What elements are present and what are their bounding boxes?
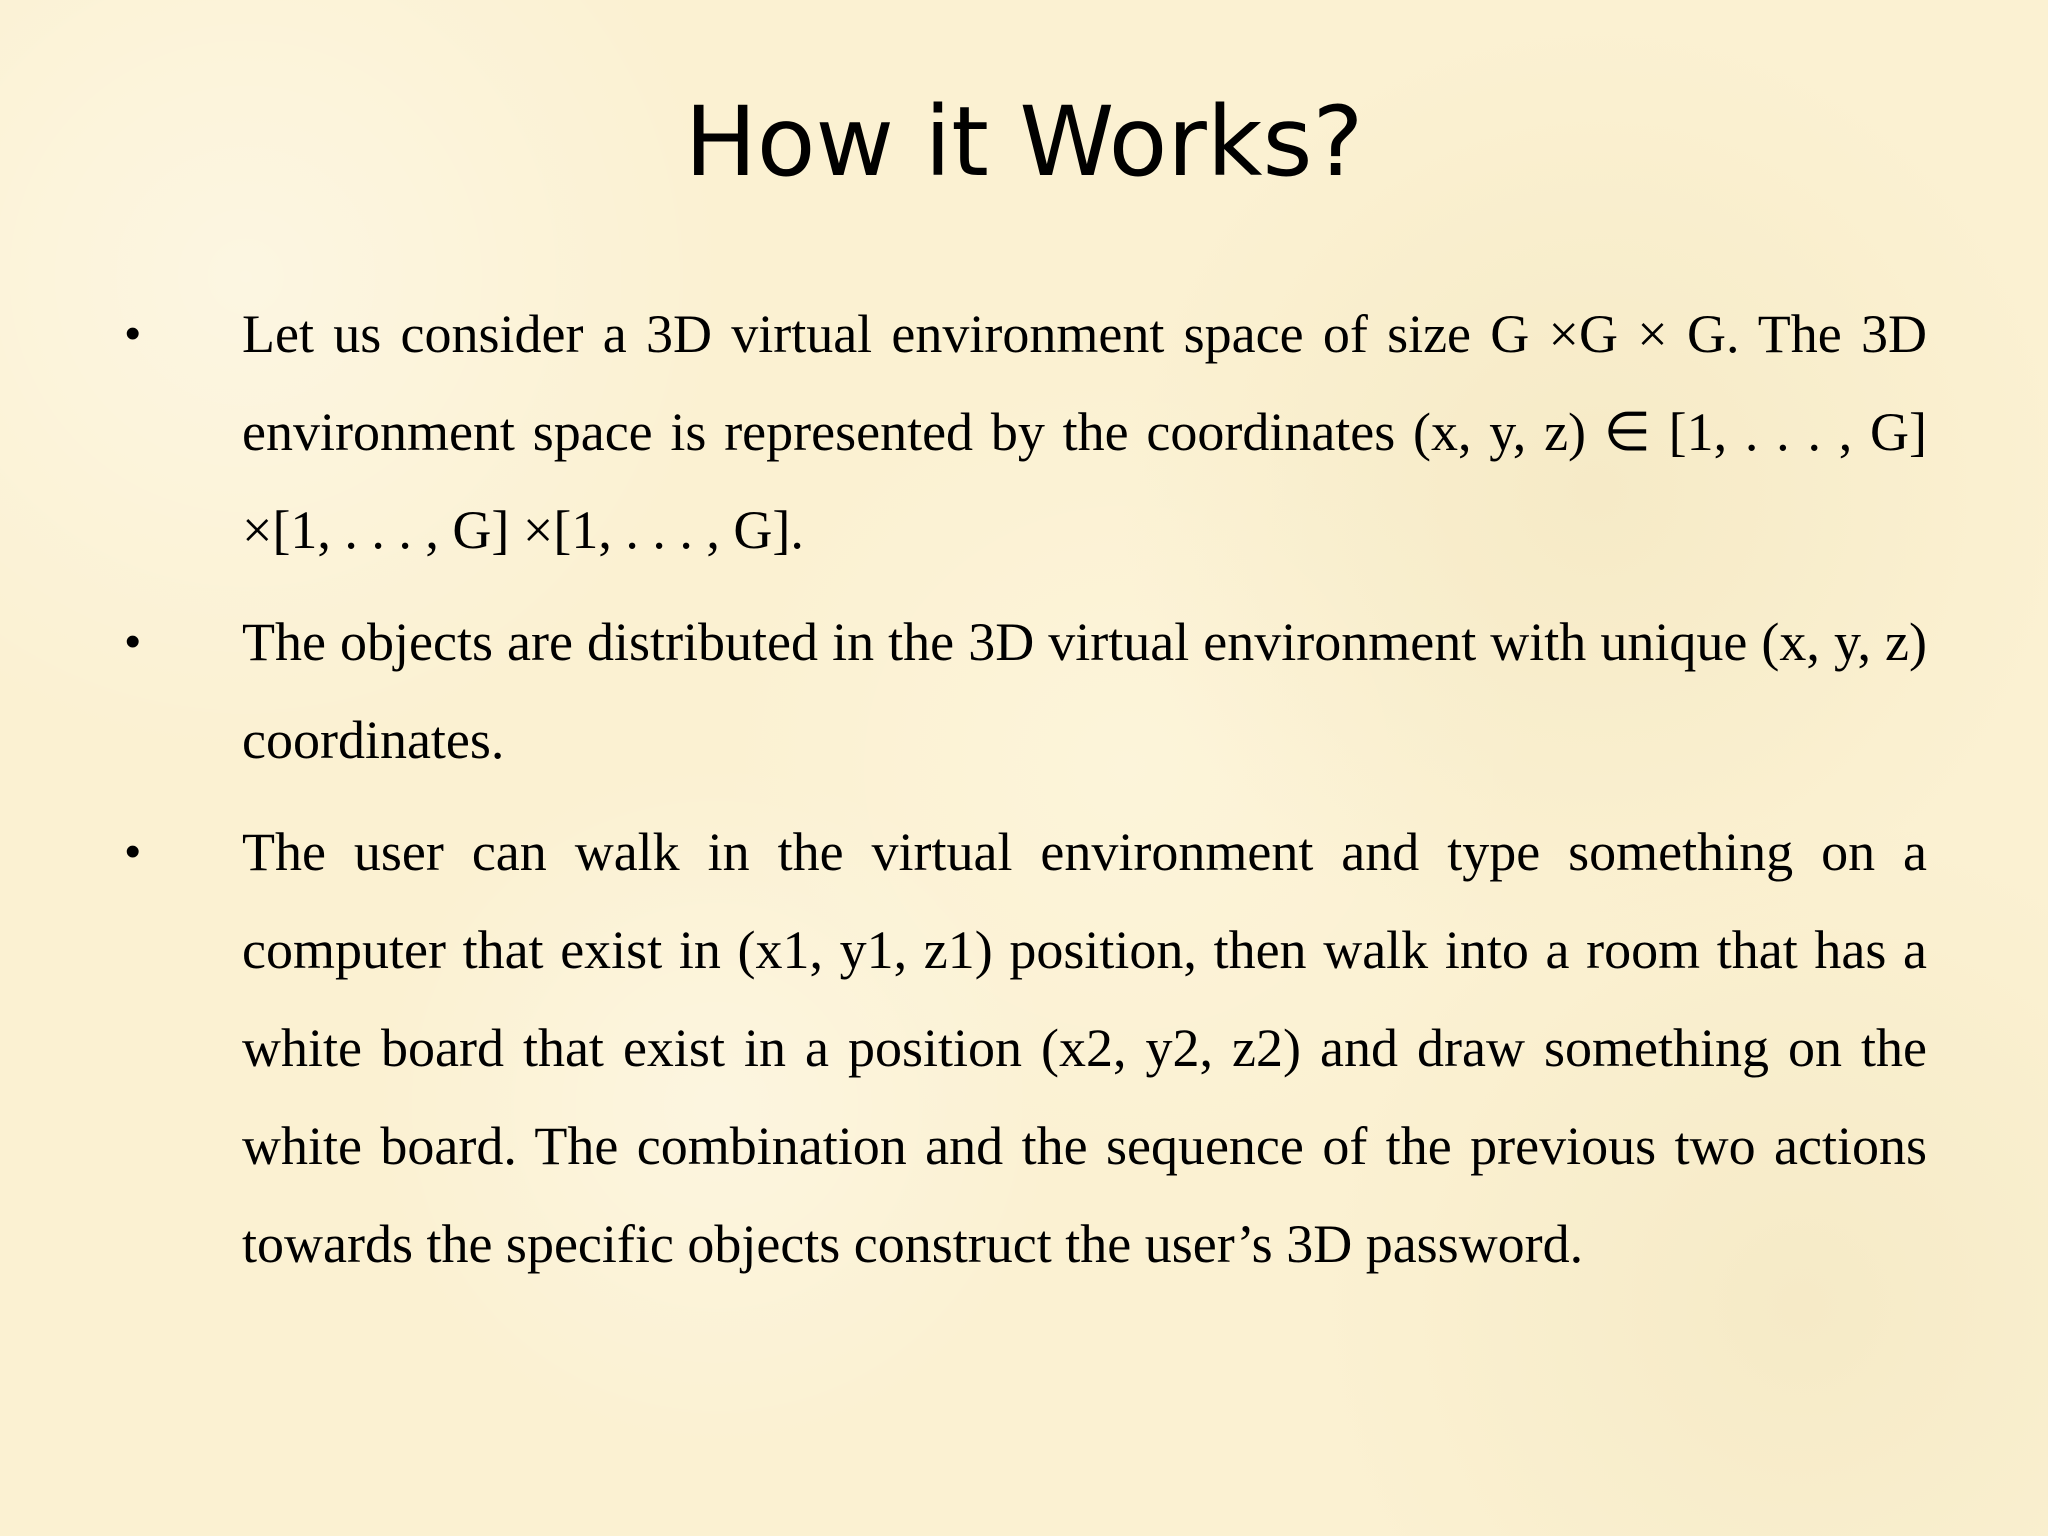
slide-title: How it Works? (684, 86, 1364, 198)
bullet-text: The objects are distributed in the 3D virtual environment with unique (x, y, z) coordinates. (242, 612, 1927, 770)
bullet-marker: • (125, 309, 141, 358)
bullet-item (125, 285, 1927, 579)
bullet-text: The user can walk in the virtual environment and type something on a computer that exist in (x1, y1, z1) position, then walk into a room that has a white board that exist in a position (x2, y2, z2) and draw something on the white board. The combination and the sequence of the previous two actions towards the specific objects construct the user’s 3D password. (242, 822, 1927, 1274)
bullet-marker: • (125, 617, 141, 666)
bullet-marker: • (125, 827, 141, 876)
bullet-list (125, 285, 1927, 1307)
bullet-text: Let us consider a 3D virtual environment space of size G ×G × G. The 3D environment space is represented by the coordinates (x, y, z) ∈ [1, . . . , G] ×[1, . . . , G] ×[1, . . . , G]. (242, 304, 1927, 560)
bullet-item (125, 593, 1927, 789)
bullet-item (125, 803, 1927, 1293)
